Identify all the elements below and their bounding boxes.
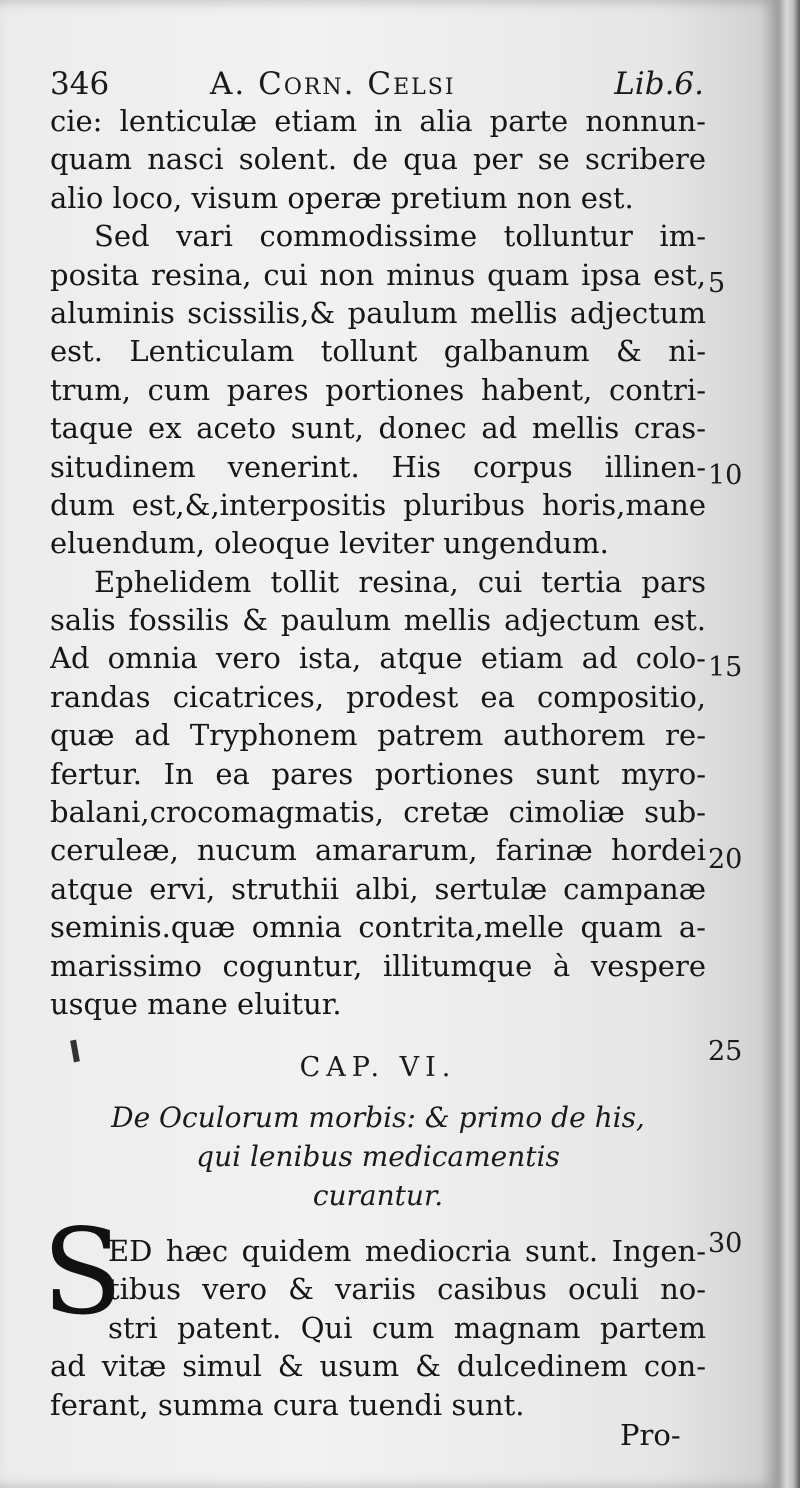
text-line: cie: lenticulæ etiam in alia parte nonnun- — [50, 104, 706, 138]
text-line: tibus vero & variis casibus oculi no- — [108, 1272, 706, 1307]
text-line: est. Lenticulam tollunt galbanum & ni- — [50, 334, 706, 369]
text-line: balani,crocomagmatis, cretæ cimoliæ sub- — [50, 795, 706, 830]
line-number: 10 — [708, 460, 743, 491]
text-line: seminis.quæ omnia contrita,melle quam a- — [50, 910, 706, 945]
catchword: Pro- — [620, 1418, 681, 1452]
text-line: atque ervi, struthii albi, sertulæ campanæ — [50, 871, 706, 906]
text-line: quam nasci solent. de qua per se scribere — [50, 142, 706, 177]
text-line: salis fossilis & paulum mellis adjectum est. — [50, 603, 706, 638]
text-line: Ephelidem tollit resina, cui tertia pars — [94, 564, 706, 599]
main-text — [50, 102, 706, 1023]
text-line: marissimo coguntur, illitumque à vespere — [50, 948, 706, 983]
chapter-title — [70, 1098, 686, 1215]
chapter-title-line: De Oculorum morbis: & primo de his, — [111, 1101, 645, 1134]
text-line: Sed vari commodissime tolluntur im- — [94, 219, 706, 254]
text-line: eluendum, oleoque leviter ungendum. — [50, 526, 609, 561]
text-line: randas cicatrices, prodest ea compositio, — [50, 679, 706, 714]
chapter-title-line: curantur. — [312, 1179, 444, 1212]
text-line: trum, cum pares portiones habent, contri- — [50, 372, 706, 407]
chapter-heading: CAP. VI. — [299, 1052, 457, 1083]
line-number: 5 — [708, 268, 726, 299]
text-line: Ad omnia vero ista, atque etiam ad colo- — [50, 641, 706, 676]
text-line: fertur. In ea pares portiones sunt myro- — [50, 756, 706, 791]
text-line: ED hæc quidem mediocria sunt. Ingen- — [108, 1234, 706, 1268]
text-line: usque mane eluitur. — [50, 986, 342, 1021]
text-line: quæ ad Tryphonem patrem authorem re- — [50, 718, 706, 753]
running-title: A. Corn. Celsi — [210, 66, 456, 102]
text-line: posita resina, cui non minus quam ipsa est, — [50, 257, 706, 292]
line-number: 15 — [708, 652, 743, 683]
text-line: taque ex aceto sunt, donec ad mellis cras- — [50, 411, 706, 446]
chapter-text — [50, 1232, 706, 1424]
text-line: dum est,&,interpositis pluribus horis,mane — [50, 487, 706, 522]
text-line: alio loco, visum operæ pretium non est. — [50, 180, 634, 215]
line-number: 25 — [708, 1036, 743, 1067]
drop-cap: S — [42, 1203, 123, 1341]
text-line: ferant, summa cura tuendi sunt. — [50, 1387, 525, 1422]
line-number: 30 — [708, 1228, 743, 1259]
text-line: aluminis scissilis,& paulum mellis adjectum — [50, 295, 706, 330]
text-line: stri patent. Qui cum magnam partem — [108, 1310, 706, 1345]
book-edge — [778, 0, 800, 1488]
book-number: Lib.6. — [614, 66, 704, 102]
text-line: ceruleæ, nucum amararum, farinæ hordei — [50, 833, 706, 868]
text-line: ad vitæ simul & usum & dulcedinem con- — [50, 1349, 706, 1384]
chapter-title-line: qui lenibus medicamentis — [196, 1140, 560, 1173]
text-line: situdinem venerint. His corpus illinen- — [50, 449, 706, 484]
line-number: 20 — [708, 844, 743, 875]
page-number: 346 — [50, 66, 110, 102]
